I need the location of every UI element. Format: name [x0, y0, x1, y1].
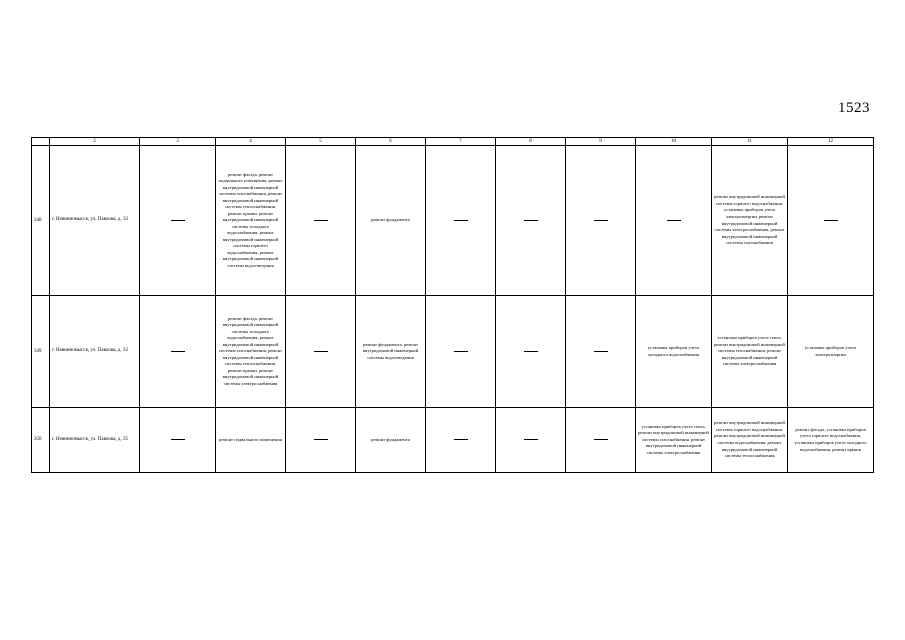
header-cell: 9 [566, 138, 636, 146]
empty-cell-c8 [496, 146, 566, 296]
work-cell-c11: ремонт внутридомовой инженерной системы горячего водоснабжения, установка приборов учета электроэнергии, ремонт внутридомовой инженерной системы электроснабжения, ремонт внутридомовой инженерной системы газоснабжения [712, 146, 788, 296]
header-cell: 7 [426, 138, 496, 146]
empty-cell-c9 [566, 408, 636, 473]
work-cell-c6: ремонт фундамента [356, 146, 426, 296]
header-row [32, 138, 874, 146]
row-number: 350 [32, 408, 50, 473]
empty-cell-c10 [636, 146, 712, 296]
row-number: 349 [32, 296, 50, 408]
work-cell-c4: ремонт подвального помещения [216, 408, 286, 473]
empty-cell-c7 [426, 296, 496, 408]
empty-cell-c3 [140, 408, 216, 473]
table-row [32, 408, 874, 473]
empty-cell-c3 [140, 296, 216, 408]
work-cell-c12: ремонт фасада, установка приборов учета горячего водоснабжения, установка приборов учета холодного водоснабжения, ремонт крыши [788, 408, 874, 473]
header-cell: 4 [216, 138, 286, 146]
table-row [32, 296, 874, 408]
dash-mark [454, 351, 468, 352]
empty-cell-c5 [286, 146, 356, 296]
header-cell: 11 [712, 138, 788, 146]
dash-mark [171, 439, 185, 440]
dash-mark [594, 351, 608, 352]
header-cell: 8 [496, 138, 566, 146]
row-number: 348 [32, 146, 50, 296]
dash-mark [594, 439, 608, 440]
empty-cell-c9 [566, 296, 636, 408]
dash-mark [454, 220, 468, 221]
dash-mark [171, 351, 185, 352]
dash-mark [454, 439, 468, 440]
dash-mark [314, 351, 328, 352]
empty-cell-c5 [286, 408, 356, 473]
work-cell-c10: установка приборов учета тепла, ремонт внутридомовой инженерной системы газоснабжения, ремонт внутридомовой инженерной системы электроснабжения [636, 408, 712, 473]
work-cell-c10: установка приборов учета холодного водоснабжения [636, 296, 712, 408]
address-cell: г. Невинномысск, ул. Павлова, д. 32 [50, 296, 140, 408]
work-cell-c4: ремонт фасада, ремонт внутридомовой инженерной системы холодного водоснабжения, ремонт внутридомовой инженерной системы газоснабжения, ремонт внутридомовой инженерной системы теплоснабжения, ремонт крыши, ремонт внутридомовой инженерной системы электроснабжения [216, 296, 286, 408]
dash-mark [524, 351, 538, 352]
empty-cell-c8 [496, 296, 566, 408]
header-cell: 12 [788, 138, 874, 146]
dash-mark [824, 220, 838, 221]
dash-mark [594, 220, 608, 221]
dash-mark [524, 220, 538, 221]
work-cell-c6: ремонт фундамента, ремонт внутридомовой инженерной системы водоотведения [356, 296, 426, 408]
dash-mark [171, 220, 185, 221]
work-cell-c4: ремонт фасада, ремонт подвального помещения, ремонт внутридомовой инженерной системы газоснабжения, ремонт внутридомовой инженерной системы теплоснабжения, ремонт крыши, ремонт внутридомовой инженерной системы холодного водоснабжения, ремонт внутридомовой инженерной системы горячего водоснабжения, ремонт внутридомовой инженерной системы водоотведения [216, 146, 286, 296]
dash-mark [314, 439, 328, 440]
work-cell-c6: ремонт фундамента [356, 408, 426, 473]
empty-cell-c3 [140, 146, 216, 296]
empty-cell-c5 [286, 296, 356, 408]
address-cell: г. Невинномысск, ул. Павлова, д. 33 [50, 146, 140, 296]
work-cell-c12: установка приборов учета электроэнергии [788, 296, 874, 408]
work-cell-c11: установка приборов учета тепла, ремонт внутридомовой инженерной системы газоснабжения, ремонт внутридомовой инженерной системы электроснабжения [712, 296, 788, 408]
table-row [32, 146, 874, 296]
header-cell: 10 [636, 138, 712, 146]
empty-cell-c7 [426, 146, 496, 296]
empty-cell-c12 [788, 146, 874, 296]
dash-mark [314, 220, 328, 221]
page-number: 1523 [838, 100, 870, 116]
header-cell: 5 [286, 138, 356, 146]
empty-cell-c7 [426, 408, 496, 473]
dash-mark [667, 220, 681, 221]
empty-cell-c8 [496, 408, 566, 473]
header-cell: 3 [140, 138, 216, 146]
dash-mark [524, 439, 538, 440]
work-cell-c11: ремонт внутридомовой инженерной системы горячего водоснабжения, ремонт внутридомовой инженерной системы водоснабжения, ремонт внутридомовой инженерной системы теплоснабжения [712, 408, 788, 473]
header-cell [32, 138, 50, 146]
address-cell: г. Невинномысск, ул. Павлова, д. 35 [50, 408, 140, 473]
empty-cell-c9 [566, 146, 636, 296]
header-cell: 6 [356, 138, 426, 146]
header-cell: 2 [50, 138, 140, 146]
repair-schedule-table [31, 137, 874, 473]
